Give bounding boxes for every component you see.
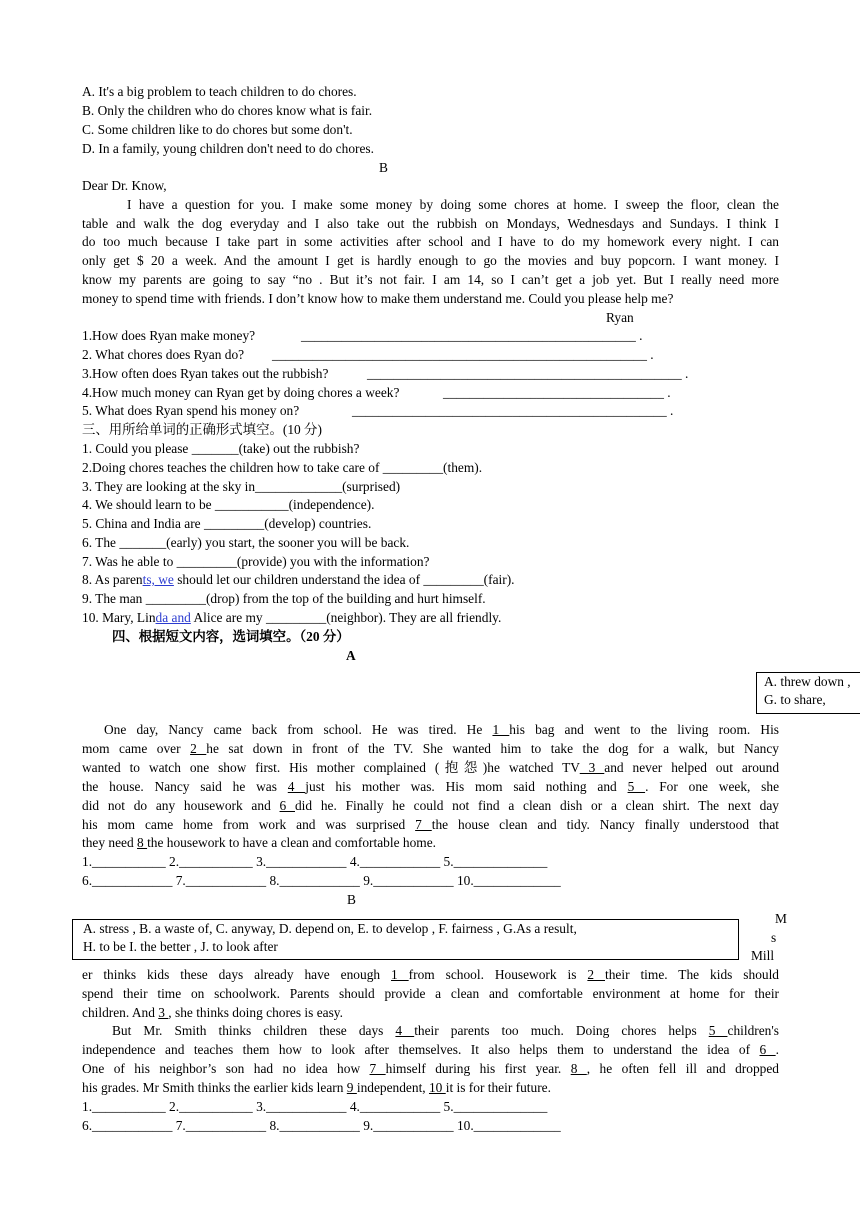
- fill-item: 4. We should learn to be ___________(independence).: [82, 497, 375, 512]
- word-option: G. to share,: [764, 692, 826, 707]
- section-4-title: 四、根据短文内容，选词填空。（20 分）: [112, 629, 350, 644]
- letter-line: money to spend time with friends. I don’t know how to make them understand me. Could you please help me?: [82, 291, 674, 306]
- blank-4[interactable]: 4: [395, 1023, 415, 1038]
- letter-line: know my parents are going to say “no . But it’s not fair. I am 14, so I can’t get a job yet. But I really need more: [82, 272, 779, 287]
- fill-item: 2.Doing chores teaches the children how to take care of _________(them).: [82, 460, 483, 475]
- passage-a-line: they need 8 the housework to have a clean and comfortable home.: [82, 835, 436, 850]
- option-c: C. Some children like to do chores but some don't.: [82, 122, 353, 137]
- fill-text: 8. As paren: [82, 572, 143, 587]
- word-option: A. stress , B. a waste of, C. anyway, D. depend on, E. to develop , F. fairness , G.As a result,: [83, 921, 577, 936]
- blank-1[interactable]: 1: [492, 722, 510, 737]
- option-a: A. It's a big problem to teach children to do chores.: [82, 84, 357, 99]
- answer-row[interactable]: 6.____________ 7.____________ 8.____________ 9.____________ 10._____________: [82, 1118, 561, 1133]
- fill-item: 5. China and India are _________(develop) countries.: [82, 516, 372, 531]
- option-b: B. Only the children who do chores know what is fair.: [82, 103, 373, 118]
- blank-3[interactable]: 3: [579, 760, 605, 775]
- passage-a-line: his mom came home from work and was surprised 7 the house clean and tidy. Nancy finally understood that: [82, 817, 779, 832]
- question-1: [82, 327, 643, 345]
- hyperlink[interactable]: da and: [155, 610, 191, 625]
- blank-6[interactable]: 6: [279, 798, 295, 813]
- passage-b-line: independence and teaches them how to look after themselves. It also helps them to understand the idea of 6 .: [82, 1042, 779, 1057]
- question-text: 2. What chores does Ryan do?: [82, 347, 245, 362]
- fill-item: 3. They are looking at the sky in_____________(surprised): [82, 479, 401, 494]
- side-text: s: [771, 930, 777, 945]
- blank-4[interactable]: 4: [287, 779, 306, 794]
- passage-a-line: wanted to watch one show first. His mother complained (抱怨)he watched TV 3 and never helped out around: [82, 760, 780, 775]
- question-text: 4.How much money can Ryan get by doing chores a week?: [82, 385, 400, 400]
- fill-item: 7. Was he able to _________(provide) you with the information?: [82, 554, 430, 569]
- letter-signature: Ryan: [606, 310, 634, 325]
- fill-item: 1. Could you please _______(take) out the rubbish?: [82, 441, 360, 456]
- blank-6[interactable]: 6: [759, 1042, 776, 1057]
- blank-8[interactable]: 8: [137, 835, 148, 850]
- answer-row[interactable]: 1.___________ 2.___________ 3.____________ 4.____________ 5.______________: [82, 854, 548, 869]
- blank-5[interactable]: 5: [627, 779, 646, 794]
- fill-item: 6. The _______(early) you start, the sooner you will be back.: [82, 535, 410, 550]
- passage-a-heading: A: [346, 648, 356, 663]
- letter-line: do too much because I take part in some activities after school and I have to do my homework every night. I can: [82, 234, 779, 249]
- blank-10[interactable]: 10: [428, 1080, 446, 1095]
- passage-a-line: did not do any housework and 6 did he. Finally he could not find a clean dish or a clean shirt. The next day: [82, 798, 779, 813]
- fill-item: 9. The man _________(drop) from the top of the building and hurt himself.: [82, 591, 486, 606]
- passage-b-line: er thinks kids these days already have enough 1 from school. Housework is 2 their time. The kids should: [82, 967, 779, 982]
- word-box-b: [72, 919, 739, 960]
- answer-blank[interactable]: __________________________________________________ .: [301, 328, 643, 343]
- passage-b-heading: B: [347, 892, 356, 907]
- question-text: 1.How does Ryan make money?: [82, 328, 256, 343]
- answer-blank[interactable]: _______________________________________________ .: [367, 366, 689, 381]
- answer-blank[interactable]: _______________________________________________ .: [352, 403, 674, 418]
- passage-b-line: But Mr. Smith thinks children these days 4 their parents too much. Doing chores helps 5 children's: [112, 1023, 779, 1038]
- blank-7[interactable]: 7: [415, 817, 432, 832]
- letter-line: table and walk the dog everyday and I also take out the rubbish on Mondays, Wednesdays and Sundays. I think I: [82, 216, 779, 231]
- blank-2[interactable]: 2: [587, 967, 605, 982]
- question-5: [82, 402, 674, 420]
- fill-item: [82, 609, 501, 627]
- blank-8[interactable]: 8: [570, 1061, 587, 1076]
- question-3: [82, 365, 689, 383]
- fill-text: should let our children understand the idea of _________(fair).: [173, 572, 515, 587]
- letter-salutation: Dear Dr. Know,: [82, 178, 167, 193]
- blank-9[interactable]: 9: [346, 1080, 357, 1095]
- side-text: Mill: [751, 948, 775, 963]
- letter-line: only get $ 20 a week. And the amount I get is hardly enough to go the movies and buy popcorn. I want money. I: [82, 253, 779, 268]
- word-option: H. to be I. the better , J. to look after: [83, 939, 278, 954]
- answer-blank[interactable]: _________________________________ .: [443, 385, 671, 400]
- question-2: [82, 346, 654, 364]
- blank-1[interactable]: 1: [391, 967, 409, 982]
- question-text: 5. What does Ryan spend his money on?: [82, 403, 300, 418]
- hyperlink[interactable]: ts, we: [142, 572, 174, 587]
- blank-3[interactable]: 3: [158, 1005, 169, 1020]
- passage-a-line: mom came over 2 he sat down in front of the TV. She wanted him to take the dog for a walk, but Nancy: [82, 741, 780, 756]
- word-box-a: [756, 672, 860, 714]
- passage-b-line: One of his neighbor’s son had no idea how 7 himself during his first year. 8 , he often fell ill and dropped: [82, 1061, 779, 1076]
- fill-item: [82, 571, 515, 589]
- answer-blank[interactable]: ________________________________________________________ .: [272, 347, 654, 362]
- side-text: M: [775, 911, 787, 926]
- passage-a-line: the house. Nancy said he was 4 just his mother was. His mom said nothing and 5 . For one week, she: [82, 779, 780, 794]
- answer-row[interactable]: 1.___________ 2.___________ 3.____________ 4.____________ 5.______________: [82, 1099, 548, 1114]
- blank-2[interactable]: 2: [190, 741, 207, 756]
- fill-text: Alice are my _________(neighbor). They are all friendly.: [190, 610, 502, 625]
- passage-b-line: children. And 3 , she thinks doing chores is easy.: [82, 1005, 343, 1020]
- passage-b-line: his grades. Mr Smith thinks the earlier kids learn 9 independent, 10 it is for their future.: [82, 1080, 551, 1095]
- answer-row[interactable]: 6.____________ 7.____________ 8.____________ 9.____________ 10._____________: [82, 873, 561, 888]
- option-d: D. In a family, young children don't need to do chores.: [82, 141, 374, 156]
- question-4: [82, 384, 671, 402]
- question-text: 3.How often does Ryan takes out the rubbish?: [82, 366, 329, 381]
- blank-5[interactable]: 5: [708, 1023, 728, 1038]
- blank-7[interactable]: 7: [369, 1061, 386, 1076]
- section-3-title: 三、用所给单词的正确形式填空。(10 分): [82, 422, 322, 437]
- section-b-heading: B: [379, 160, 388, 175]
- fill-text: 10. Mary, Lin: [82, 610, 156, 625]
- passage-b-line: spend their time on schoolwork. Parents should provide a clean and comfortable environment at home for their: [82, 986, 779, 1001]
- letter-line: I have a question for you. I make some money by doing some chores at home. I sweep the floor, clean the: [127, 197, 779, 212]
- passage-a-line: One day, Nancy came back from school. He was tired. He 1 his bag and went to the living room. His: [104, 722, 780, 737]
- word-option: A. threw down ,: [764, 674, 851, 689]
